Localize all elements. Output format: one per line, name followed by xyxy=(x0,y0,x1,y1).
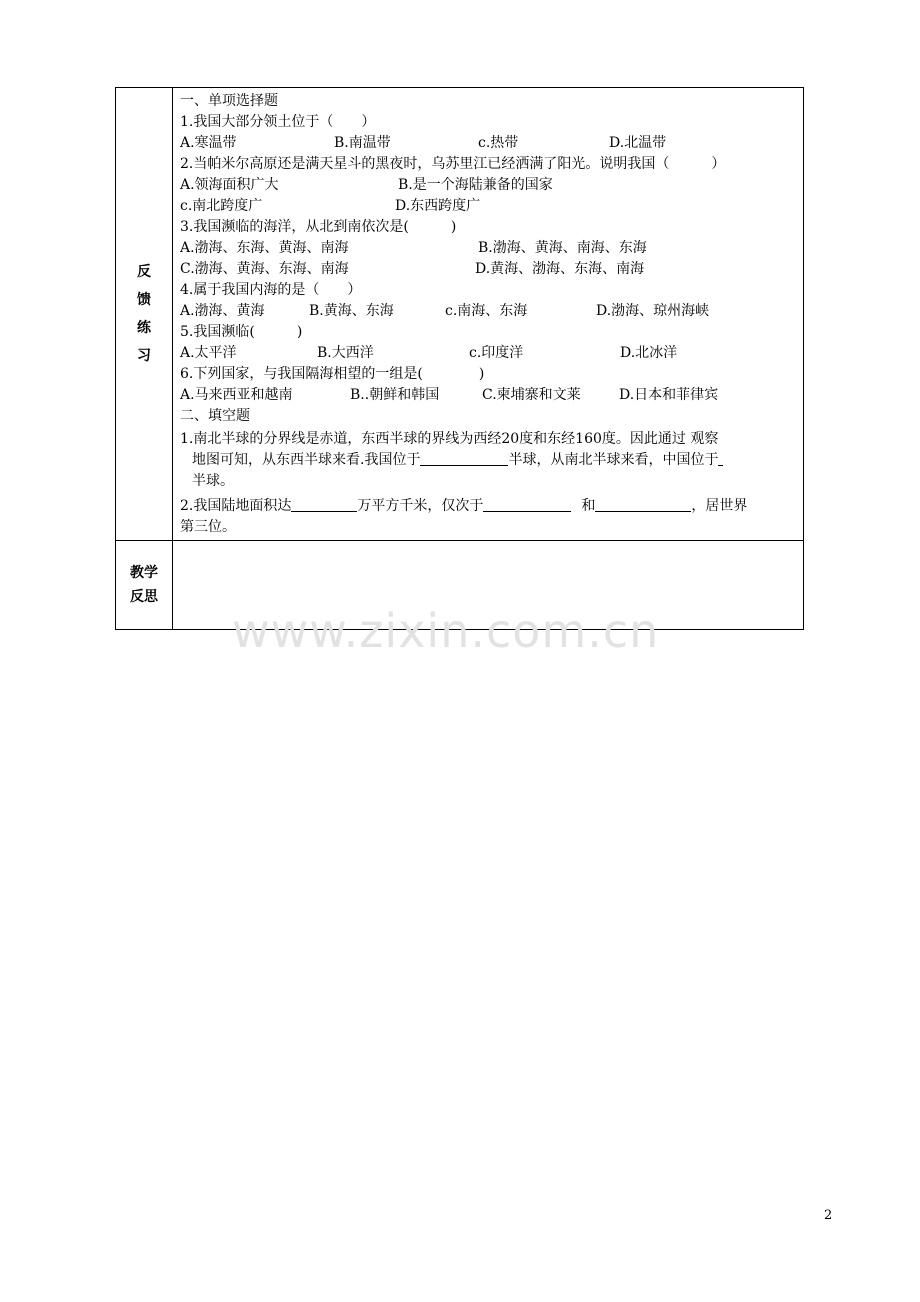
option: A.马来西亚和越南 xyxy=(180,387,293,403)
answer-blank[interactable] xyxy=(595,496,691,512)
section-title-fill: 二、填空题 xyxy=(180,408,250,424)
fill-1-line-2 xyxy=(180,450,797,471)
option: A.领海面积广大 xyxy=(180,177,279,193)
option: B..朝鲜和韩国 xyxy=(350,387,440,403)
fill-2-text-b: 万平方千米，仅次于 xyxy=(357,498,484,514)
question-2: 2.当帕米尔高原还是满天星斗的黑夜时，乌苏里江已经洒满了阳光。说明我国（ ） xyxy=(180,156,726,172)
question-1-options xyxy=(180,133,797,154)
answer-blank[interactable] xyxy=(718,450,723,466)
question-3-options-b xyxy=(180,259,797,280)
question-5-options xyxy=(180,343,797,364)
fill-2-text-a: 2.我国陆地面积达 xyxy=(180,498,292,514)
question-4: 4.属于我国内海的是（ ） xyxy=(180,282,362,298)
row-label-feedback xyxy=(116,88,173,540)
fill-2-text-c: 和 xyxy=(581,498,596,514)
label-char: 馈 xyxy=(137,292,151,308)
answer-blank[interactable] xyxy=(291,496,357,512)
option: B.大西洋 xyxy=(317,345,374,361)
fill-1-line-1: 1.南北半球的分界线是赤道，东西半球的界线为西经20度和东经160度。因此通过 观察 xyxy=(180,431,719,447)
question-3: 3.我国濒临的海洋，从北到南依次是( ) xyxy=(180,219,457,235)
question-2-options-a xyxy=(180,175,797,196)
question-1: 1.我国大部分领土位于（ ） xyxy=(180,114,376,130)
fill-1-text-a: 地图可知，从东西半球来看.我国位于 xyxy=(192,452,421,468)
option: A.渤海、东海、黄海、南海 xyxy=(180,240,349,256)
option: D.北温带 xyxy=(609,135,667,151)
feedback-practice-row xyxy=(116,88,803,541)
option: c.印度洋 xyxy=(469,345,524,361)
option: D.日本和菲律宾 xyxy=(619,387,719,403)
option: C.渤海、黄海、东海、南海 xyxy=(180,261,349,277)
question-6-options xyxy=(180,385,797,406)
label-char: 练 xyxy=(137,320,151,336)
option: B.渤海、黄海、南海、东海 xyxy=(478,240,647,256)
section-title-choice: 一、单项选择题 xyxy=(180,93,278,109)
fill-question-1 xyxy=(180,429,797,492)
question-3-options-a xyxy=(180,238,797,259)
label-char: 反 xyxy=(137,264,151,280)
practice-content xyxy=(173,88,803,540)
question-4-options xyxy=(180,301,797,322)
fill-1-text-b: 半球，从南北半球来看，中国位于 xyxy=(508,452,719,468)
fill-1-line-3: 半球。 xyxy=(192,473,234,489)
option: B.黄海、东海 xyxy=(309,303,394,319)
option: D.东西跨度广 xyxy=(395,198,481,214)
option: B.南温带 xyxy=(334,135,391,151)
fill-2-line-1 xyxy=(180,496,797,517)
option: c.南北跨度广 xyxy=(180,198,263,214)
page-number: 2 xyxy=(824,1208,833,1223)
question-5: 5.我国濒临( ) xyxy=(180,324,303,340)
option: C.柬埔寨和文莱 xyxy=(482,387,581,403)
label-line: 教学 xyxy=(130,565,158,581)
question-6: 6.下列国家，与我国隔海相望的一组是( ) xyxy=(180,366,485,382)
option: D.北冰洋 xyxy=(620,345,678,361)
watermark: www.zixin.com.cn xyxy=(232,604,660,658)
worksheet-table xyxy=(115,87,804,630)
option: c.热带 xyxy=(478,135,519,151)
fill-question-2 xyxy=(180,496,797,538)
answer-blank[interactable] xyxy=(420,450,508,466)
option: B.是一个海陆兼备的国家 xyxy=(398,177,553,193)
label-line: 反思 xyxy=(130,589,158,605)
label-char: 习 xyxy=(137,348,151,364)
option: D.渤海、琼州海峡 xyxy=(596,303,710,319)
option: A.太平洋 xyxy=(180,345,237,361)
row-label-reflection xyxy=(116,541,173,629)
question-2-options-b xyxy=(180,196,797,217)
option: D.黄海、渤海、东海、南海 xyxy=(475,261,645,277)
fill-2-text-d: ，居世界 xyxy=(691,498,748,514)
option: c.南海、东海 xyxy=(445,303,528,319)
fill-2-line-2: 第三位。 xyxy=(180,519,236,535)
option: A.寒温带 xyxy=(180,135,237,151)
answer-blank[interactable] xyxy=(483,496,571,512)
option: A.渤海、黄海 xyxy=(180,303,265,319)
